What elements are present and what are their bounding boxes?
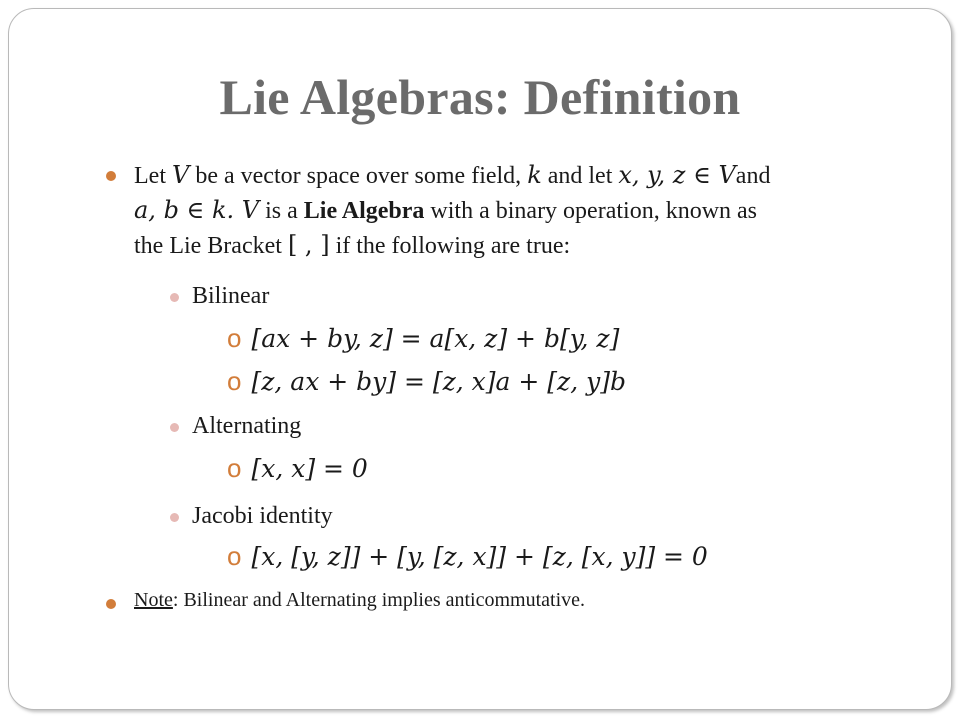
equation: [x, x] = 0 bbox=[251, 454, 368, 483]
equation: [x, [y, z]] + [y, [z, x]] + [z, [x, y]] = 0 bbox=[251, 542, 708, 571]
equation: [z, ax + by] = [z, x]a + [z, y]b bbox=[251, 367, 626, 396]
math-expr: x, y, z ∈ V bbox=[618, 161, 736, 189]
equation: [ax + by, z] = a[x, z] + b[y, z] bbox=[251, 324, 620, 353]
intro-line-1 bbox=[134, 158, 914, 193]
intro-text: is a bbox=[259, 198, 304, 224]
sub-marker: o bbox=[227, 366, 242, 396]
sub-marker: o bbox=[227, 453, 242, 483]
equation-line bbox=[227, 453, 368, 484]
intro-text: if the following are true: bbox=[329, 233, 571, 259]
intro-paragraph bbox=[134, 158, 914, 263]
intro-line-3 bbox=[134, 228, 914, 263]
math-expr: [ , ] bbox=[287, 231, 330, 259]
intro-text: be a vector space over some field, bbox=[189, 163, 528, 189]
math-expr: a, b ∈ k. bbox=[134, 196, 235, 224]
note-label: Note bbox=[134, 589, 173, 611]
note-text: : Bilinear and Alternating implies anticommutative. bbox=[172, 589, 586, 611]
slide-title: Lie Algebras: Definition bbox=[219, 69, 741, 125]
equation-line bbox=[227, 541, 708, 572]
property-label-alternating: Alternating bbox=[192, 413, 302, 439]
math-var: k bbox=[527, 161, 542, 189]
lie-algebra-term: Lie Algebra bbox=[303, 198, 425, 224]
intro-text: and let bbox=[541, 163, 619, 189]
sub-bullet-dot bbox=[170, 423, 179, 432]
bullet-dot bbox=[106, 171, 116, 181]
sub-bullet-dot bbox=[170, 293, 179, 302]
property-label-jacobi: Jacobi identity bbox=[192, 503, 333, 529]
intro-text: with a binary operation, known as bbox=[424, 198, 758, 224]
bullet-dot bbox=[106, 599, 116, 609]
intro-text: Let bbox=[134, 163, 172, 189]
equation-line bbox=[227, 366, 626, 397]
math-var: V bbox=[171, 161, 190, 189]
sub-marker: o bbox=[227, 323, 242, 353]
equation-line bbox=[227, 323, 619, 354]
intro-text: the Lie Bracket bbox=[134, 233, 288, 259]
sub-bullet-dot bbox=[170, 513, 179, 522]
math-var: V bbox=[234, 196, 260, 224]
sub-marker: o bbox=[227, 541, 242, 571]
note-line bbox=[134, 589, 585, 612]
intro-text: and bbox=[735, 163, 771, 189]
property-label-bilinear: Bilinear bbox=[192, 283, 270, 309]
intro-line-2 bbox=[134, 193, 914, 228]
